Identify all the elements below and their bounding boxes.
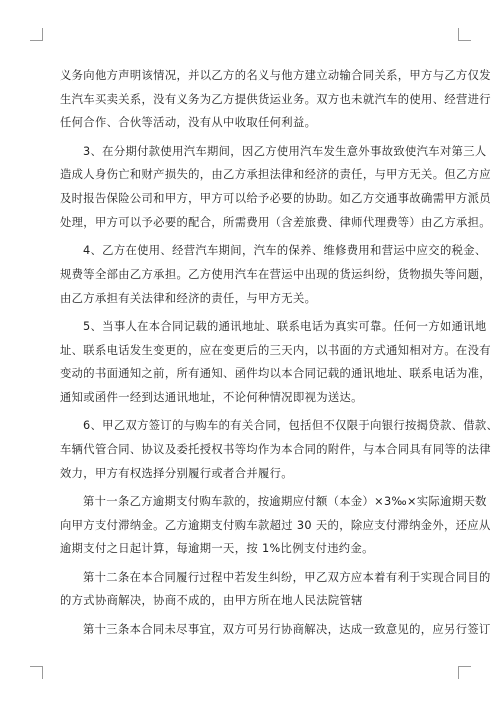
text-line: 车辆代管合同、协议及委托授权书等均作为本合同的附件，与本合同具有同等的法律: [60, 442, 491, 456]
paragraph-article-11: [60, 490, 491, 561]
text-line: 生汽车买卖关系，没有义务为乙方提供货运业务。双方也未就汽车的使用、经营进行: [60, 92, 491, 106]
text-line: 规费等全部由乙方承担。乙方使用汽车在营运中出现的货运纠纷，货物损失等问题，: [60, 267, 491, 281]
text-line: 及时报告保险公司和甲方，甲方可以给予必要的协助。如乙方交通事故确需甲方派员: [60, 192, 491, 206]
text-line: 第十三条本合同未尽事宜，双方可另行协商解决，达成一致意见的，应另行签订: [83, 622, 491, 636]
text-line: 址、联系电话发生变更的，应在变更后的三天内，以书面的方式通知相对方。在没有: [60, 343, 491, 357]
text-line: 任何合作、合伙等活动，没有从中收取任何利益。: [60, 116, 317, 130]
text-line: 第十一条乙方逾期支付购车款的，按逾期应付额（本金）×3‰×实际逾期天数: [83, 494, 487, 508]
text-line: 5、当事人在本合同记载的通讯地址、联系电话为真实可靠。任何一方如通讯地: [83, 319, 487, 333]
text-line: 由乙方承担有关法律和经济的责任，与甲方无关。: [60, 291, 317, 305]
paragraph-article-13: [60, 618, 491, 642]
paragraph-item-4: [60, 239, 491, 310]
text-line: 3、在分期付款使用汽车期间，因乙方使用汽车发生意外事故致使汽车对第三人: [83, 144, 487, 158]
paragraph-item-6: [60, 414, 499, 485]
paragraph-continuation: [60, 64, 491, 135]
text-line: 通知或函件一经到达通讯地址，不论何种情况即视为送达。: [60, 390, 363, 404]
text-line: 逾期支付之日起计算，每逾期一天，按 1%比例支付违约金。: [60, 542, 374, 556]
crop-mark-bottom-left: [30, 666, 43, 679]
text-line: 第十二条在本合同履行过程中若发生纠纷，甲乙双方应本着有利于实现合同目的: [83, 570, 491, 584]
text-line: 向甲方支付滞纳金。乙方逾期支付购车款超过 30 天的，除应支付滞纳金外，还应从: [60, 518, 491, 532]
paragraph-item-3: [60, 140, 491, 235]
crop-mark-bottom-right: [458, 666, 471, 679]
text-line: 造成人身伤亡和财产损失的，由乙方承担法律和经济的责任，与甲方无关。但乙方应: [60, 168, 491, 182]
text-line: 变动的书面通知之前，所有通知、函件均以本合同记载的通讯地址、联系电话为准，: [60, 367, 491, 381]
text-line: 6、甲乙双方签订的与购车的有关合同，包括但不仅限于向银行按揭贷款、借款、: [83, 419, 499, 433]
text-line: 义务向他方声明该情况，并以乙方的名义与他方建立动输合同关系，甲方与乙方仅发: [60, 69, 491, 82]
text-line: 效力，甲方有权选择分别履行或者合并履行。: [60, 466, 293, 480]
crop-mark-top-right: [458, 28, 471, 41]
text-line: 4、乙方在使用、经营汽车期间，汽车的保养、维修费用和营运中应交的税金、: [83, 244, 487, 258]
paragraph-article-12: [60, 566, 491, 613]
text-line: 处理，甲方可以予必要的配合，所需费用（含差旅费、律师代理费等）由乙方承担。: [60, 215, 491, 229]
crop-mark-top-left: [30, 28, 43, 41]
document-body: [60, 64, 499, 646]
paragraph-item-5: [60, 315, 491, 410]
text-line: 的方式协商解决，协商不成的，由甲方所在地人民法院管辖: [60, 594, 363, 608]
